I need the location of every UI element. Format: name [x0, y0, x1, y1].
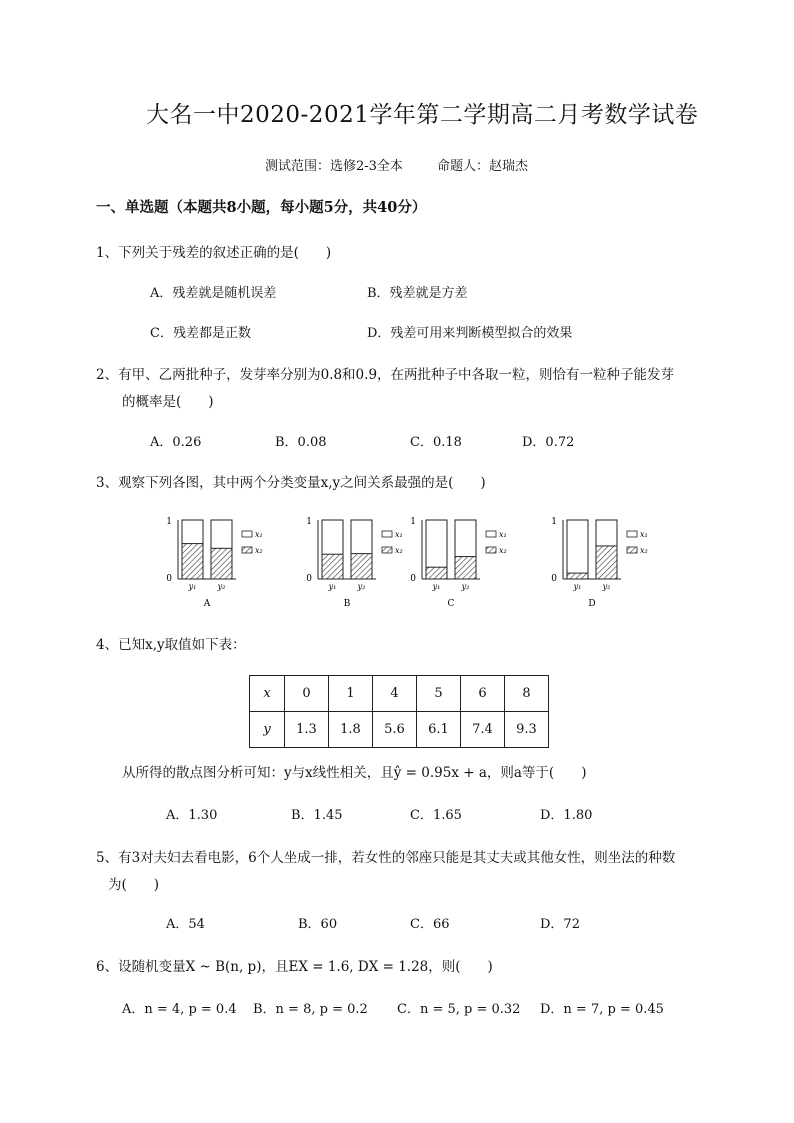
q4-option-d: D．1.80 [540, 808, 593, 823]
chart-bar-x2 [596, 546, 617, 579]
table-row-y [250, 712, 549, 748]
table-cell: 1.3 [285, 712, 329, 748]
chart-axis-label-top: 1 [306, 517, 312, 527]
q6-option-b: B．n = 8, p = 0.2 [253, 1002, 368, 1017]
legend-swatch-x1 [627, 531, 637, 537]
q2-option-b: B．0.08 [275, 435, 327, 450]
q1-option-a: A．残差就是随机误差 [150, 286, 277, 301]
q4-option-a: A．1.30 [166, 808, 218, 823]
chart-category-label: y₂ [602, 582, 611, 591]
legend-label-x2: x₂ [499, 546, 507, 555]
chart-bar-x2 [182, 544, 203, 579]
q2-option-a: A．0.26 [150, 435, 202, 450]
q2-stem: 2、有甲、乙两批种子，发芽率分别为0.8和0.9，在两批种子中各取一粒，则恰有一粒种子能发芽 [96, 367, 675, 383]
table-cell: 4 [373, 676, 417, 712]
legend-label-x1: x₁ [395, 530, 403, 539]
exam-author: 命题人：赵瑞杰 [436, 159, 528, 174]
section-heading: 一、单选题（本题共8小题，每小题5分，共40分） [96, 199, 427, 216]
test-scope: 测试范围：选修2-3全本 [265, 159, 403, 174]
q5-option-d: D．72 [540, 917, 580, 932]
q2-stem-continued: 的概率是( ) [122, 394, 214, 410]
chart-axis-label-bottom: 0 [306, 574, 312, 584]
table-cell: 7.4 [461, 712, 505, 748]
table-header-y: y [250, 712, 285, 748]
legend-label-x2: x₂ [395, 546, 403, 555]
chart-bar-x2 [426, 567, 447, 579]
chart-bar-x1 [567, 520, 588, 579]
chart-category-label: y₁ [188, 582, 197, 591]
table-cell: 9.3 [505, 712, 549, 748]
legend-label-x1: x₁ [255, 530, 263, 539]
chart-option-label: C [447, 599, 455, 609]
table-cell: 1.8 [329, 712, 373, 748]
legend-swatch-x1 [382, 531, 392, 537]
chart-category-label: y₁ [328, 582, 337, 591]
table-cell: 6.1 [417, 712, 461, 748]
chart-option-label: A [203, 599, 211, 609]
chart-bar-x2 [211, 548, 232, 579]
legend-swatch-x1 [486, 531, 496, 537]
q4-option-c: C．1.65 [410, 808, 462, 823]
chart-category-label: y₂ [357, 582, 366, 591]
table-cell: 1 [329, 676, 373, 712]
legend-swatch-x2 [627, 547, 637, 553]
table-cell: 5.6 [373, 712, 417, 748]
q5-option-b: B．60 [298, 917, 338, 932]
legend-swatch-x2 [242, 547, 252, 553]
q6-option-a: A．n = 4, p = 0.4 [122, 1002, 237, 1017]
q5-stem-continued: 为( ) [108, 877, 160, 893]
chart-bar-x2 [351, 554, 372, 579]
chart-category-label: y₁ [432, 582, 441, 591]
legend-label-x2: x₂ [640, 546, 648, 555]
chart-axis-label-top: 1 [410, 517, 416, 527]
table-row-x [250, 676, 549, 712]
chart-category-label: y₁ [573, 582, 582, 591]
q4-stem: 4、已知x,y取值如下表： [96, 637, 246, 653]
legend-swatch-x2 [486, 547, 496, 553]
q2-option-d: D．0.72 [522, 435, 575, 450]
q2-option-c: C．0.18 [410, 435, 462, 450]
q4-value-table [249, 675, 549, 748]
q1-stem: 1、下列关于残差的叙述正确的是( ) [96, 245, 332, 261]
q5-option-a: A．54 [166, 917, 205, 932]
chart-bar-x2 [567, 573, 588, 579]
legend-swatch-x1 [242, 531, 252, 537]
q6-option-c: C．n = 5, p = 0.32 [397, 1002, 521, 1017]
chart-axis-label-bottom: 0 [410, 574, 416, 584]
q4-option-b: B．1.45 [291, 808, 343, 823]
q6-option-d: D．n = 7, p = 0.45 [540, 1002, 664, 1017]
chart-bar-x2 [455, 557, 476, 579]
q1-option-d: D．残差可用来判断模型拟合的效果 [367, 326, 573, 341]
q1-option-c: C．残差都是正数 [150, 326, 251, 341]
chart-option-label: D [588, 599, 596, 609]
table-header-x: x [250, 676, 285, 712]
table-cell: 5 [417, 676, 461, 712]
legend-label-x2: x₂ [255, 546, 263, 555]
legend-label-x1: x₁ [499, 530, 507, 539]
q1-option-b: B．残差就是方差 [367, 286, 468, 301]
q6-stem: 6、设随机变量X ~ B(n, p)，且EX = 1.6, DX = 1.28，则( ) [96, 959, 493, 975]
chart-axis-label-top: 1 [551, 517, 557, 527]
legend-label-x1: x₁ [640, 530, 648, 539]
table-cell: 8 [505, 676, 549, 712]
q3-stem: 3、观察下列各图，其中两个分类变量x,y之间关系最强的是( ) [96, 475, 486, 491]
chart-bar-x2 [322, 554, 343, 579]
chart-axis-label-bottom: 0 [166, 574, 172, 584]
chart-axis-label-bottom: 0 [551, 574, 557, 584]
chart-axis-label-top: 1 [166, 517, 172, 527]
table-cell: 6 [461, 676, 505, 712]
table-cell: 0 [285, 676, 329, 712]
q5-option-c: C．66 [410, 917, 450, 932]
chart-option-label: B [343, 599, 351, 609]
legend-swatch-x2 [382, 547, 392, 553]
chart-category-label: y₂ [217, 582, 226, 591]
chart-category-label: y₂ [461, 582, 470, 591]
q5-stem: 5、有3对夫妇去看电影，6个人坐成一排，若女性的邻座只能是其丈夫或其他女性，则坐法的种数 [96, 850, 676, 866]
exam-title: 大名一中2020-2021学年第二学期高二月考数学试卷 [146, 102, 699, 128]
q4-stem-continued: 从所得的散点图分析可知：y与x线性相关，且ŷ = 0.95x + a，则a等于( ) [122, 765, 587, 781]
